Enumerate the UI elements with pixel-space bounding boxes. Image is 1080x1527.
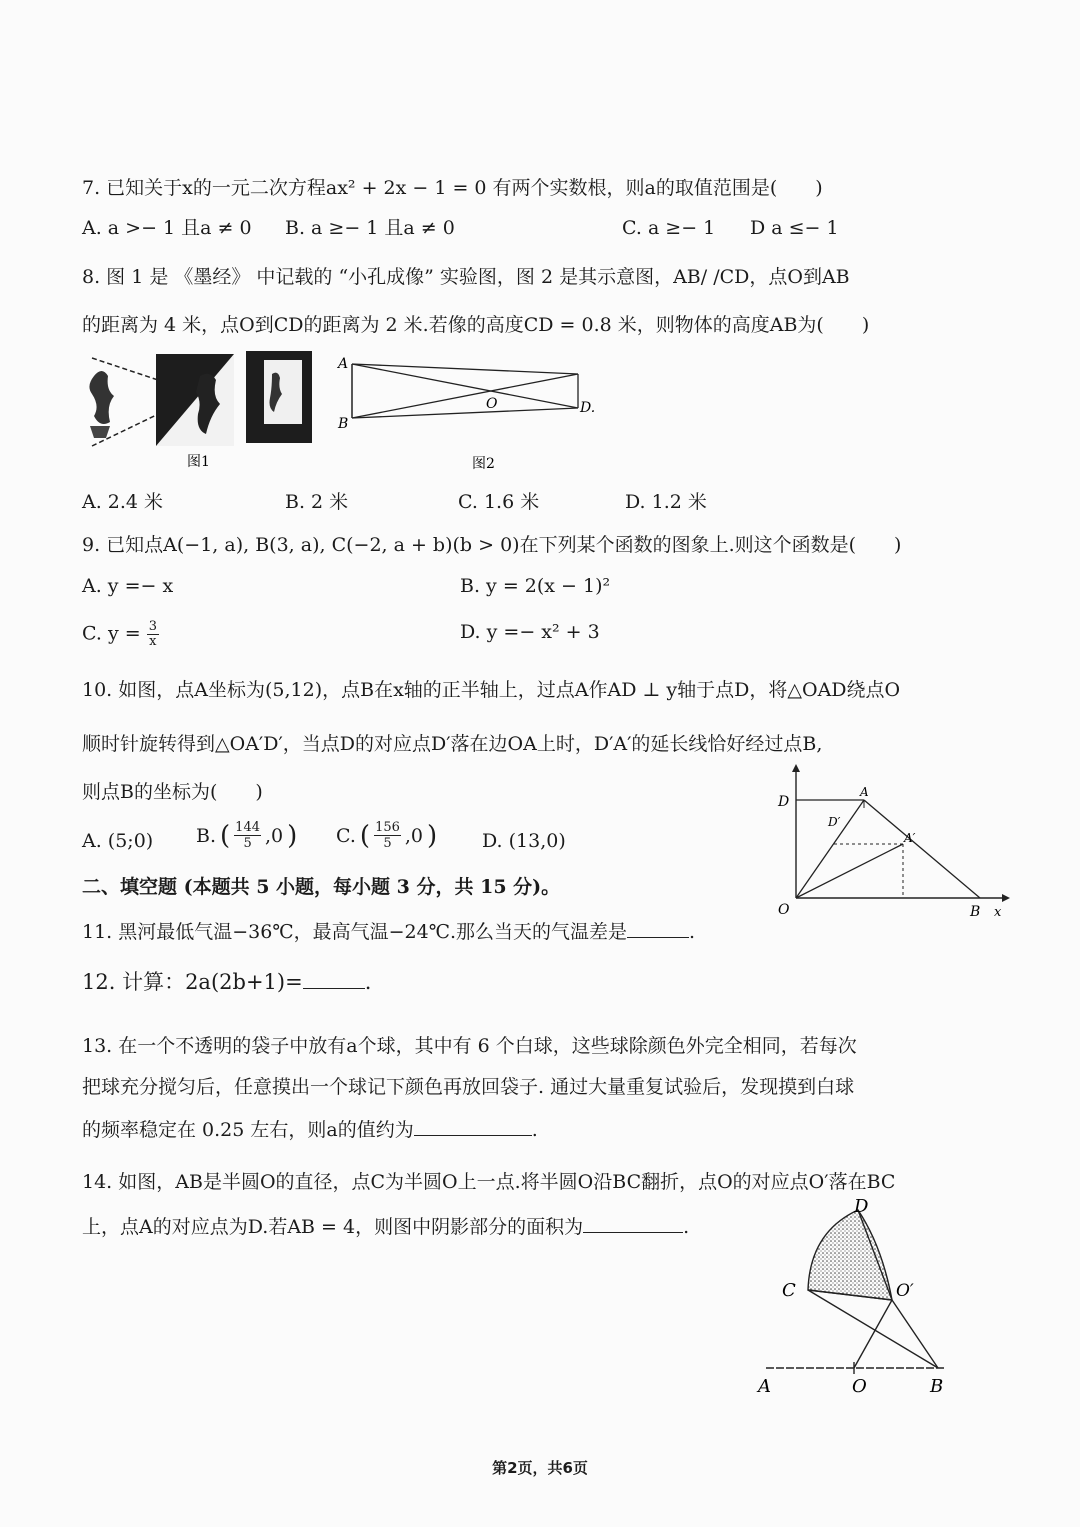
fig2-caption: 图2 [472, 456, 495, 472]
q14-fig-label-op: O′ [896, 1281, 914, 1301]
q14-answer-blank[interactable] [583, 1232, 683, 1233]
q8-option-b: B. 2 米 [285, 491, 349, 513]
q13-tail: . [531, 1119, 538, 1141]
q10-option-c: C. ( $\frac{156}{5}$ ,0 ) [336, 820, 438, 851]
q9-option-d: D. y =− x² + 3 [460, 621, 600, 643]
fig2-label-o: O [486, 396, 498, 412]
page-footer: 第2页，共6页 [492, 1459, 588, 1477]
q14-line1: 14. 如图，AB是半圆O的直径，点C为半圆O上一点.将半圆O沿BC翻折，点O的对应点O′落在BC [82, 1171, 896, 1193]
q7-stem: 7. 已知关于x的一元二次方程ax² + 2x − 1 = 0 有两个实数根，则a的取值范围是( ) [82, 177, 823, 199]
q9-stem: 9. 已知点A(−1, a), B(3, a), C(−2, a + b)(b > 0)在下列某个函数的图象上.则这个函数是( ) [82, 534, 902, 556]
section2-heading: 二、填空题 (本题共 5 小题，每小题 3 分，共 15 分)。 [82, 876, 561, 898]
q13-line3: 的频率稳定在 0.25 左右，则a的值约为 [82, 1119, 414, 1141]
q10-option-c-fraction [374, 820, 401, 851]
q10-option-a: A. (5;0) [82, 830, 154, 852]
q10-option-c-num: 156 [375, 820, 400, 835]
fig2-label-a: A [338, 356, 349, 372]
q11-answer-blank[interactable] [627, 937, 689, 938]
q9-option-a: A. y =− x [82, 575, 174, 597]
q10-fig-label-d: D [778, 794, 790, 810]
fig1-candle-figure [89, 371, 114, 438]
q10-option-d: D. (13,0) [482, 830, 566, 852]
q10-option-b-tail: ,0 [265, 824, 284, 847]
q11-stem: 11. 黑河最低气温−36℃，最高气温−24℃.那么当天的气温差是 [82, 921, 627, 943]
q12-tail: . [364, 970, 372, 994]
q14-line2-wrap [82, 1215, 689, 1239]
q13-answer-blank[interactable] [414, 1135, 532, 1136]
q10-fig-label-a: A [860, 785, 869, 799]
q14-fig-label-o: O [852, 1376, 867, 1397]
q12-answer-blank[interactable] [303, 988, 365, 989]
q9-option-c [82, 620, 159, 649]
q10-option-b-num: 144 [235, 820, 260, 835]
q7-option-d: D a ≤− 1 [750, 217, 839, 239]
q9-option-c-num: 3 [148, 619, 157, 634]
q9-option-c-fraction [147, 620, 159, 649]
q10-stem-line3: 则点B的坐标为( ) [82, 781, 263, 803]
q10-option-b-fraction [234, 820, 261, 851]
q11-tail: . [689, 921, 696, 943]
q9-option-b: B. y = 2(x − 1)² [460, 575, 611, 597]
q14-tail: . [683, 1216, 690, 1238]
q10-option-b: B. ( $\frac{144}{5}$ ,0 ) [196, 820, 298, 851]
q14-shaded-region [808, 1210, 892, 1300]
q10-fig-label-b: B [970, 904, 981, 920]
q10-fig-label-ap: A′ [904, 831, 916, 845]
q11 [82, 920, 695, 944]
q10-option-b-prefix: B. [196, 824, 217, 847]
fig2-label-b: B [338, 416, 349, 432]
q10-fig-label-x: x [994, 905, 1002, 920]
q8-option-d: D. 1.2 米 [625, 491, 707, 513]
q14-fig-label-a: A [758, 1376, 771, 1397]
q7-option-a: A. a >− 1 且a ≠ 0 [82, 217, 252, 239]
fig2-label-d: D. [580, 400, 596, 416]
q8-stem-line2: 的距离为 4 米，点O到CD的距离为 2 米.若像的高度CD = 0.8 米，则物体的高度AB为( ) [82, 314, 870, 336]
q10-option-c-tail: ,0 [404, 824, 424, 847]
q14-fig-label-b: B [930, 1376, 944, 1397]
fig1-caption: 图1 [187, 454, 210, 470]
q7-option-b: B. a ≥− 1 且a ≠ 0 [285, 217, 455, 239]
q8-option-c: C. 1.6 米 [458, 491, 540, 513]
q10-stem-line2: 顺时针旋转得到△OA′D′，当点D的对应点D′落在边OA上时，D′A′的延长线恰好经过点B, [82, 733, 823, 755]
q7-option-c: C. a ≥− 1 [622, 217, 716, 239]
q8-option-a: A. 2.4 米 [82, 491, 164, 513]
q8-stem-line1: 8. 图 1 是 《墨经》 中记载的 “小孔成像” 实验图，图 2 是其示意图，AB/ /CD，点O到AB [82, 266, 850, 288]
q10-option-b-den: 5 [243, 836, 252, 851]
q13-line1: 13. 在一个不透明的袋子中放有a个球，其中有 6 个白球，这些球除颜色外完全相同，若每次 [82, 1035, 857, 1057]
q10-fig-label-dp: D′ [828, 815, 841, 829]
q13-line3-wrap [82, 1118, 538, 1142]
q10-stem-line1: 10. 如图，点A坐标为(5,12)，点B在x轴的正半轴上，过点A作AD ⊥ y轴于点D，将△OAD绕点O [82, 679, 901, 701]
q10-fig-label-o: O [778, 902, 790, 918]
q12-stem: 12. 计算：2a(2b+1)= [82, 970, 303, 994]
q8-figure-2 [330, 352, 610, 476]
q14-fig-label-c: C [782, 1280, 796, 1301]
q10-option-c-den: 5 [383, 836, 392, 851]
q14-figure [750, 1196, 970, 1406]
q14-fig-label-d: D [854, 1196, 869, 1217]
q10-option-c-prefix: C. [336, 824, 356, 847]
q13-line2: 把球充分搅匀后，任意摸出一个球记下颜色再放回袋子. 通过大量重复试验后，发现摸到白球 [82, 1076, 855, 1098]
q12 [82, 970, 371, 994]
q10-figure [770, 760, 1010, 920]
q9-option-c-den: x [149, 634, 157, 649]
q8-figure-1 [80, 346, 320, 476]
q9-option-c-prefix: C. y = [82, 622, 141, 645]
q14-line2: 上，点A的对应点为D.若AB = 4，则图中阴影部分的面积为 [82, 1216, 584, 1238]
